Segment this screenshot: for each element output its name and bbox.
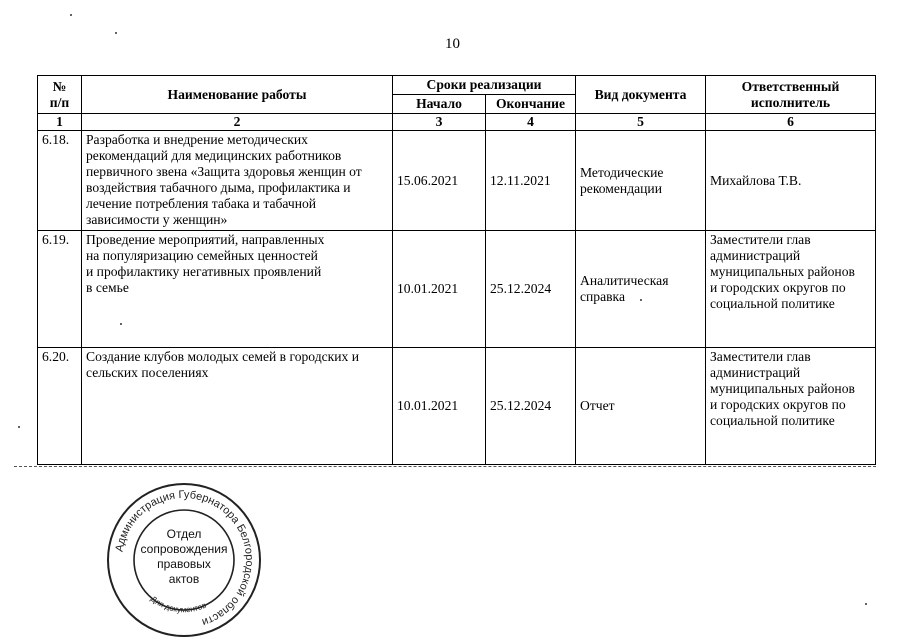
stamp-center-line: Отдел [166,527,202,541]
row-doc-type: Аналитическая справка [576,231,706,348]
header-start: Начало [393,95,486,114]
table-row [38,131,876,231]
column-number: 6 [706,114,876,131]
column-number: 2 [82,114,393,131]
page-number: 10 [445,36,460,52]
scan-speck [865,603,867,605]
row-start: 10.01.2021 [393,348,486,465]
table-row [38,231,876,348]
row-num: 6.19. [38,231,82,348]
page-cut-line [14,466,876,467]
stamp-bottom-text: Для документов [148,594,208,615]
row-end: 25.12.2024 [486,231,576,348]
row-num: 6.20. [38,348,82,465]
stamp-ring-text: Администрация Губернатора Белгородской области [113,488,256,629]
row-doc-type: Отчет [576,348,706,465]
scan-speck [115,32,117,34]
header-doc-type: Вид документа [576,76,706,114]
row-end: 25.12.2024 [486,348,576,465]
stamp-center-line: правовых [157,557,211,571]
row-doc-type: Методические рекомендации [576,131,706,231]
column-number: 3 [393,114,486,131]
row-responsible: Заместители глав администраций муниципальных районов и городских округов по социальной политике [706,348,876,465]
row-end: 12.11.2021 [486,131,576,231]
column-number: 4 [486,114,576,131]
row-start: 10.01.2021 [393,231,486,348]
scan-speck [120,323,122,325]
row-start: 15.06.2021 [393,131,486,231]
column-number: 1 [38,114,82,131]
stamp-center-line: актов [168,572,200,586]
plan-table [37,75,876,465]
column-number: 5 [576,114,706,131]
scan-speck [18,426,20,428]
stamp-center-line: сопровождения [140,542,228,556]
header-terms: Сроки реализации [393,76,576,95]
row-name: Проведение мероприятий, направленных на популяризацию семейных ценностей и профилактику негативных проявлений в семье [82,231,393,348]
row-responsible: Заместители глав администраций муниципальных районов и городских округов по социальной политике [706,231,876,348]
table-row [38,348,876,465]
scan-speck [640,299,642,301]
row-name: Разработка и внедрение методических рекомендаций для медицинских работников первичного звена «Защита здоровья женщин от воздействия табачного дыма, профилактика и лечение потребления табака и табачной зависимости у женщин» [82,131,393,231]
header-name: Наименование работы [82,76,393,114]
row-num: 6.18. [38,131,82,231]
row-responsible: Михайлова Т.В. [706,131,876,231]
header-responsible: Ответственный исполнитель [706,76,876,114]
scan-speck [70,14,72,16]
row-name: Создание клубов молодых семей в городских и сельских поселениях [82,348,393,465]
header-end: Окончание [486,95,576,114]
header-num: № п/п [38,76,82,114]
stamp-seal [104,480,264,640]
column-number-row [38,114,876,131]
